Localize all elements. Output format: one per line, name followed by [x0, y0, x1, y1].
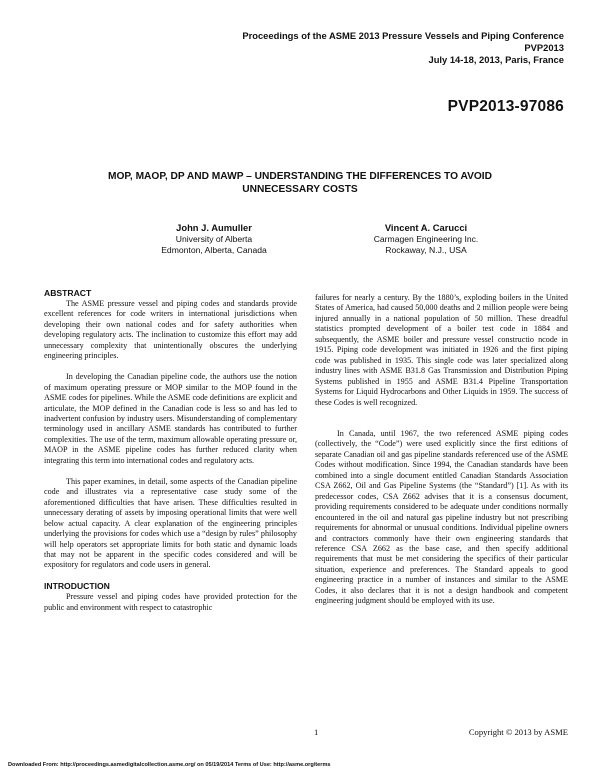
abstract-paragraph-3: This paper examines, in detail, some aspects of the Canadian pipeline code and illustrates via a representative case study some of the aforementioned difficulties that have arisen. These difficulties resulted in unnecessary derating of assets by imposing operational limits that were well below actual capacity. A clear explanation of the engineering principles underlying the provisions for codes which use a “design by rules” philosophy will help operators set appropriate limits for both static and dynamic loads that may not be apparent in the specific codes considered and will be expository for regulators and code users in general.	[44, 476, 297, 570]
author-affiliation: Carmagen Engineering Inc.	[373, 234, 479, 244]
paper-title	[60, 170, 540, 196]
left-column	[44, 288, 297, 613]
author-name: Vincent A. Carucci	[384, 222, 468, 233]
download-notice: Downloaded From: http://proceedings.asmedigitalcollection.asme.org/ on 05/19/2014 Terms of Use: http://asme.org/terms	[8, 762, 331, 768]
page-number: 1	[314, 727, 319, 737]
copyright-notice: Copyright © 2013 by ASME	[468, 727, 568, 737]
author-block-1	[104, 222, 324, 256]
author-location: Edmonton, Alberta, Canada	[161, 245, 267, 255]
conference-name: Proceedings of the ASME 2013 Pressure Vessels and Piping Conference	[242, 30, 564, 41]
abstract-paragraph-2: In developing the Canadian pipeline code, the authors use the notion of maximum operating pressure or MOP similar to the MOP found in the ASME codes for pipelines. While the ASME code definitions are explicit and articulate, the MOP defined in the Canadian code is less so and has led to inadvertent confusion by industry users. Misunderstanding of complementary terminology used in ancillary ASME standards has contributed to further complexities. The use of the term, maximum allowable operating pressure or, MAOP in the ASME pipeline codes has further reduced clarity when integrating this term into international codes and regulatory acts.	[44, 372, 297, 465]
conference-header	[144, 30, 564, 66]
author-affiliation: University of Alberta	[175, 234, 253, 244]
introduction-paragraph-1: Pressure vessel and piping codes have provided protection for the public and environment with respect to catastrophic	[44, 592, 297, 612]
author-location: Rockaway, N.J., USA	[385, 245, 467, 255]
conference-dates: July 14-18, 2013, Paris, France	[428, 54, 564, 65]
author-block-2	[316, 222, 536, 256]
right-column	[315, 293, 568, 607]
title-line-2: UNNECESSARY COSTS	[242, 184, 358, 195]
abstract-heading: ABSTRACT	[44, 288, 92, 298]
introduction-heading: INTRODUCTION	[44, 581, 110, 592]
author-name: John J. Aumuller	[176, 222, 252, 233]
body-paragraph-1: failures for nearly a century. By the 1880’s, exploding boilers in the United States of America, had caused 50,000 deaths and 2 million people were being injured annually in a national population of 50 million. These dreadful statistics prompted development of a boiler test code in 1884 and subsequently, the ASME boiler and pressure vessel constructio ncode in 1915. Piping code development was initiated in 1926 and the first piping code was published in 1935. This single code was later specialized along industry lines with ASME B31.8 Gas Transmission and Distribution Piping Systems published in 1955 and ASME B31.4 Pipeline Transportation Systems for Liquid Hydrocarbons and Other Liquids in 1959. The success of these Codes is well recognized.	[315, 293, 568, 407]
body-paragraph-2: In Canada, until 1967, the two referenced ASME piping codes (collectively, the “Code”) were used explicitly since the first editions of separate Canadian oil and gas pipeline standards referenced use of the ASME Codes without modification. Since 1994, the Canadian standards have been combined into a single document entitled Canadian Standards Association CSA Z662, Oil and Gas Pipeline Systems (the “Standard”) [1]. As with its predecessor codes, CSA Z662 advises that it is a consensus document, providing requirements considered to be adequate under conditions normally encountered in the oil and natural gas pipeline industry but not prescribing requirements for abnormal or unusual conditions. Individual pipeline owners and contractors commonly have their own engineering standards that reference CSA Z662 as the base case, and then specify additional requirements that must be met considering the specifics of their particular situation, experience and preferences. The Standard appeals to good engineering practice in a number of instances and similar to the ASME Codes, it also declares that it is not a design handbook and competent engineering judgment should be employed with its use.	[315, 428, 568, 606]
paper-id: PVP2013-97086	[447, 98, 564, 115]
abstract-paragraph-1: The ASME pressure vessel and piping codes and standards provide excellent references for code writers in international jurisdictions when developing their own national codes and for safety authorities when developing regulatory acts. The inclination to customize this effort may add unnecessary complexity that unintentionally obscures the underlying engineering principles.	[44, 299, 297, 361]
title-line-1: MOP, MAOP, DP AND MAWP – UNDERSTANDING THE DIFFERENCES TO AVOID	[108, 171, 492, 182]
conference-code: PVP2013	[524, 42, 564, 53]
